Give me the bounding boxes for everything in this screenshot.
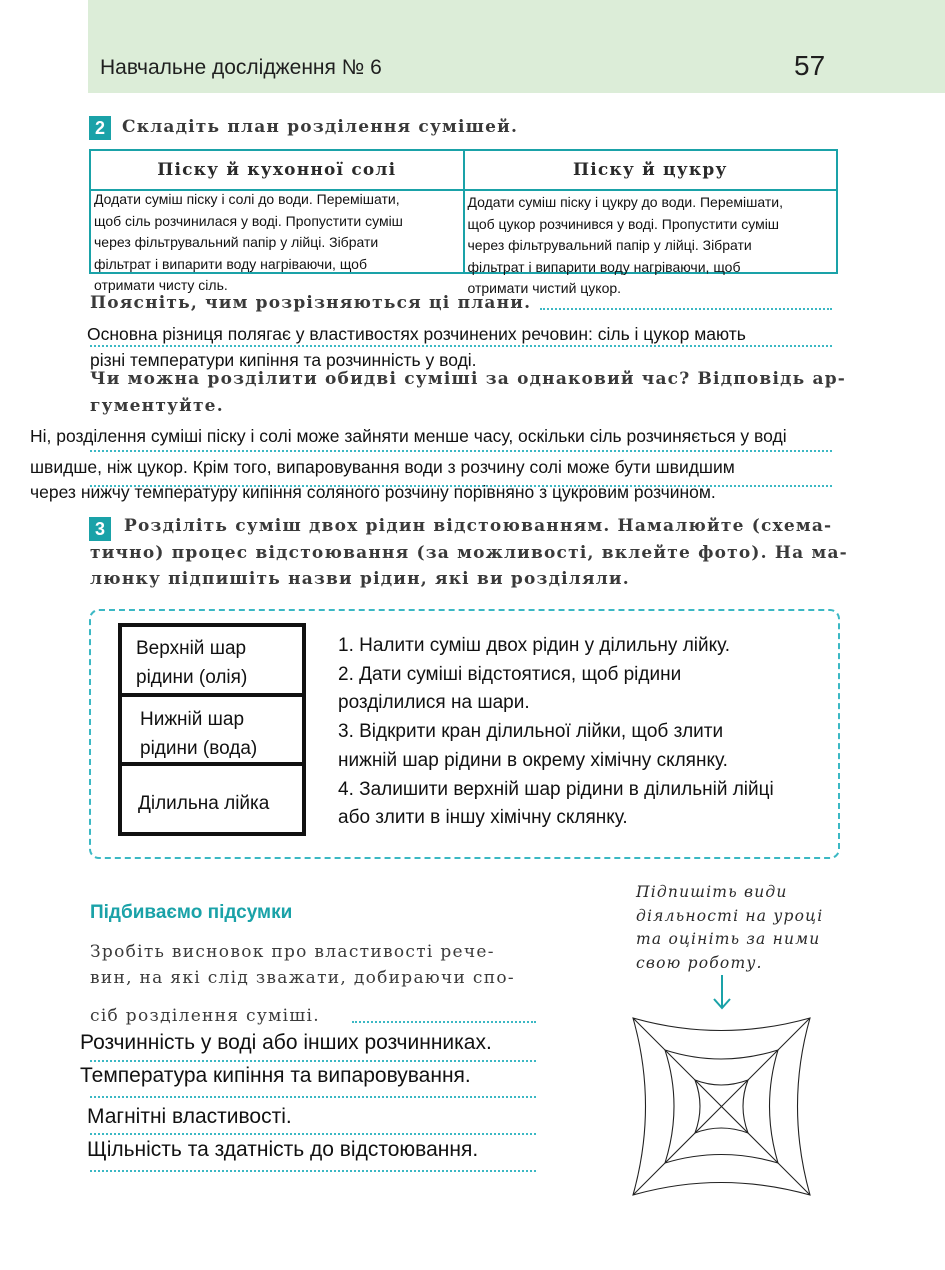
explain-answer-line-2[interactable]: різні температури кипіння та розчинність у воді.	[90, 350, 477, 370]
answer-line	[90, 1170, 536, 1172]
answer-line	[90, 1096, 536, 1098]
answer-line	[90, 1060, 536, 1062]
cell-line: отримати чистий цукор.	[467, 280, 622, 296]
time-answer-line-3[interactable]: через нижчу температуру кипіння соляного розчину порівняно з цукровим розчином.	[30, 482, 716, 502]
answer-line	[540, 308, 832, 310]
column-header: Піску й цукру	[464, 150, 838, 190]
cell-line: фільтрат і випарити воду нагріваючи, щоб	[94, 255, 367, 272]
step-line: розділилися на шари.	[338, 692, 530, 714]
layer-label-top: Верхній шар рідини (олія)	[136, 638, 248, 688]
layer-label-bottom: Нижній шар рідини (вода)	[140, 709, 258, 759]
plan-table	[89, 149, 838, 296]
answer-line	[352, 1021, 536, 1023]
cell-line: фільтрат і випарити воду нагріваючи, щоб	[467, 258, 741, 275]
page-title: Навчальне дослідження № 6	[100, 56, 382, 79]
step-line: нижній шар рідини в окрему хімічну склянку.	[338, 749, 728, 771]
time-answer-line-2[interactable]: швидше, ніж цукор. Крім того, випаровування води з розчину солі може бути швидшим	[30, 457, 735, 477]
layer-divider	[122, 693, 302, 697]
cell-line: отримати чисту сіль.	[94, 277, 228, 293]
summary-answer-3[interactable]: Магнітні властивості.	[87, 1105, 292, 1128]
summary-answer-4[interactable]: Щільність та здатність до відстоювання.	[87, 1138, 479, 1161]
page-number: 57	[794, 50, 826, 81]
task-number-badge: 3	[89, 517, 111, 541]
table-cell[interactable]	[90, 190, 464, 293]
column-header: Піску й кухонної солі	[90, 150, 464, 190]
separatory-funnel-diagram	[118, 623, 306, 836]
summary-answer-1[interactable]: Розчинність у воді або інших розчинниках.	[80, 1031, 492, 1054]
task3-prompt-line-1: Розділіть суміш двох рідин відстоюванням. Намалюйте (схема-	[124, 516, 833, 536]
table-cell[interactable]	[464, 190, 838, 296]
task-number-badge: 2	[89, 116, 111, 140]
step-line: або злити в іншу хімічну склянку.	[338, 807, 628, 829]
time-prompt-line-2: гументуйте.	[90, 396, 224, 416]
answer-line	[90, 1133, 536, 1135]
summary-answer-2[interactable]: Температура кипіння та випаровування.	[80, 1064, 471, 1087]
cell-line: щоб цукор розчинився у воді. Пропустити суміш	[467, 215, 780, 232]
step-line: 4. Залишити верхній шар рідини в ділильній лійці	[338, 778, 774, 800]
arrow-down-icon	[706, 973, 738, 1013]
summary-prompt-line-2: вин, на які слід зважати, добираючи спо-	[90, 968, 515, 988]
task-prompt: Складіть план розділення сумішей.	[122, 117, 519, 137]
cell-line: через фільтрувальний папір у лійці. Зібрати	[94, 234, 379, 250]
answer-line	[90, 450, 832, 452]
cell-text	[468, 192, 840, 300]
step-line: 2. Дати суміші відстоятися, щоб рідини	[338, 663, 682, 685]
cell-line: через фільтрувальний папір у лійці. Зібрати	[467, 237, 752, 253]
funnel-label: Ділильна лійка	[138, 793, 270, 814]
summary-title: Підбиваємо підсумки	[90, 902, 293, 923]
explain-prompt: Поясніть, чим розрізняються ці плани.	[90, 293, 532, 313]
explain-answer-line-1[interactable]: Основна різниця полягає у властивостях розчинених речовин: сіль і цукор мають	[87, 324, 746, 344]
cell-line: щоб сіль розчинилася у воді. Пропустити суміш	[94, 212, 403, 229]
time-answer-line-1[interactable]: Ні, розділення суміші піску і солі може зайняти менше часу, оскільки сіль розчиняється у воді	[30, 426, 787, 446]
step-line: 3. Відкрити кран ділильної лійки, щоб злити	[338, 721, 724, 743]
self-assessment-web-icon[interactable]	[628, 1013, 818, 1203]
cell-line: Додати суміш піску і солі до води. Перемішати,	[94, 191, 400, 207]
cell-text	[94, 189, 466, 297]
cell-line: Додати суміш піску і цукру до води. Перемішати,	[467, 194, 783, 210]
answer-line	[90, 345, 832, 347]
side-note: Підпишіть види діяльності на уроці та оцініть за ними свою роботу.	[636, 883, 824, 972]
task3-prompt-line-3: люнку підпишіть назви рідин, які ви розділяли.	[90, 569, 630, 589]
step-line: 1. Налити суміш двох рідин у ділильну лійку.	[338, 635, 731, 656]
summary-prompt-line-3: сіб розділення суміші.	[90, 1006, 320, 1026]
summary-prompt-line-1: Зробіть висновок про властивості рече-	[90, 942, 495, 962]
task3-prompt-line-2: тично) процес відстоювання (за можливості, вклейте фото). На ма-	[90, 543, 848, 563]
time-prompt-line-1: Чи можна розділити обидві суміші за однаковий час? Відповідь ар-	[90, 369, 847, 389]
procedure-steps	[338, 632, 774, 833]
